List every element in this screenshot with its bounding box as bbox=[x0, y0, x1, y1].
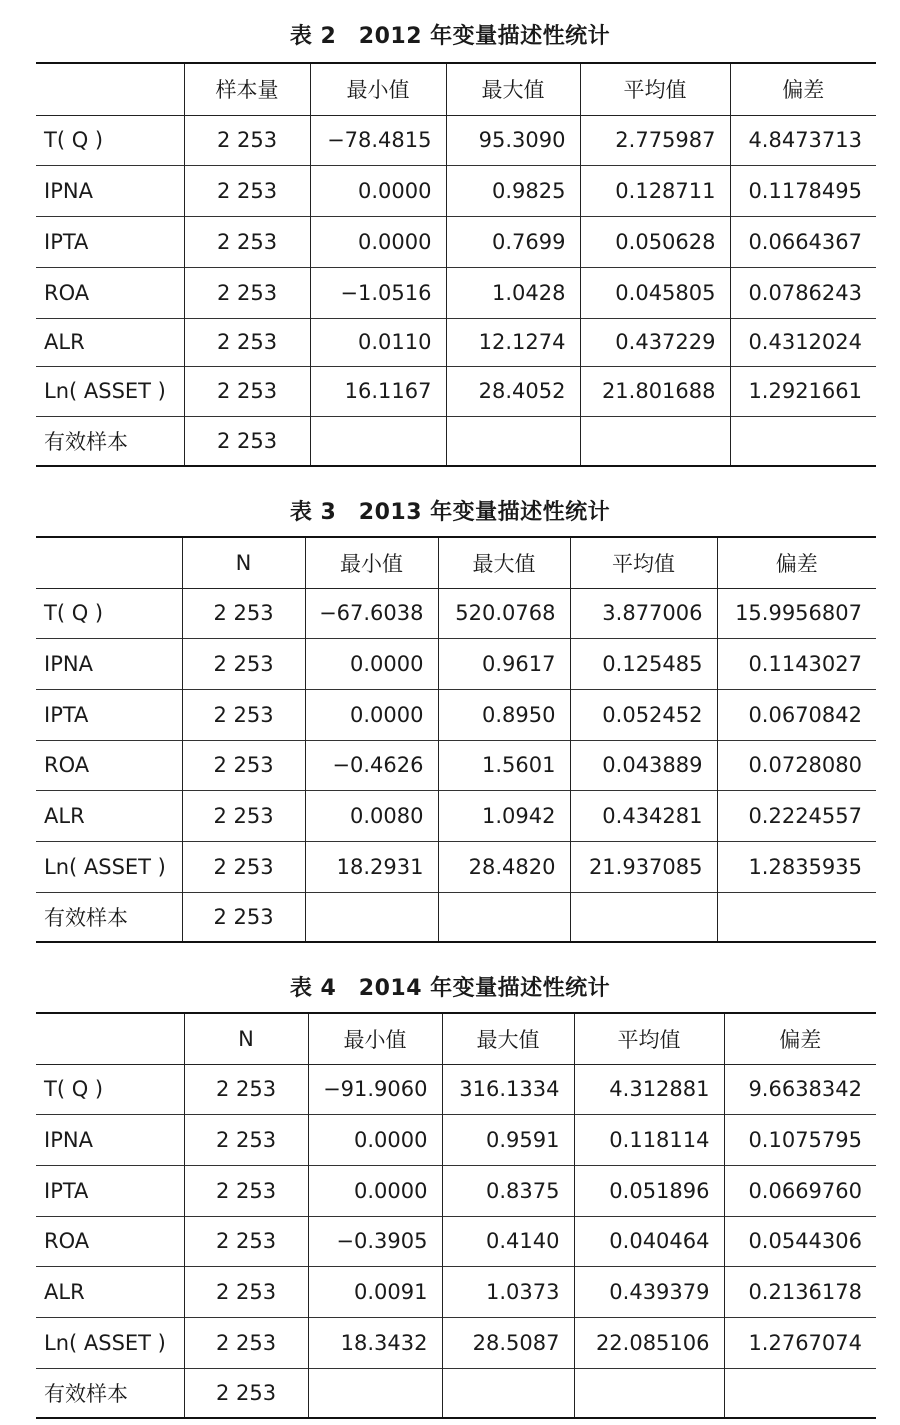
table-cell: 9.6638342 bbox=[724, 1064, 876, 1114]
table-cell: 2 253 bbox=[182, 841, 305, 892]
table-cell: 2 253 bbox=[184, 115, 310, 165]
table-cell: 28.4052 bbox=[446, 366, 580, 416]
table-row bbox=[36, 790, 876, 841]
table-row bbox=[36, 689, 876, 740]
row-label: Ln( ASSET ) bbox=[36, 841, 182, 892]
table-row bbox=[36, 1114, 876, 1165]
header-cell: 最大值 bbox=[438, 537, 570, 588]
table-cell: 0.0000 bbox=[308, 1165, 442, 1216]
stats-table-2014 bbox=[36, 1012, 876, 1419]
header-cell bbox=[36, 1013, 184, 1064]
row-label: IPTA bbox=[36, 689, 182, 740]
table-cell: 0.0000 bbox=[308, 1114, 442, 1165]
table-cell: 0.0080 bbox=[305, 790, 438, 841]
table-cell: 0.0000 bbox=[305, 638, 438, 689]
table-cell: −1.0516 bbox=[310, 267, 446, 318]
table-cell: 2 253 bbox=[184, 1216, 308, 1266]
table-cell: 28.4820 bbox=[438, 841, 570, 892]
table-cell: 0.0000 bbox=[310, 165, 446, 216]
table-row bbox=[36, 216, 876, 267]
table-cell: 2 253 bbox=[182, 588, 305, 638]
table-cell: 16.1167 bbox=[310, 366, 446, 416]
header-cell: N bbox=[184, 1013, 308, 1064]
table-caption: 表 4 2014 年变量描述性统计 bbox=[289, 976, 611, 1001]
header-cell: 偏差 bbox=[717, 537, 876, 588]
table-row bbox=[36, 841, 876, 892]
table-block-2012 bbox=[0, 20, 900, 454]
header-cell: 最小值 bbox=[308, 1013, 442, 1064]
table-cell: 2 253 bbox=[184, 1368, 308, 1418]
table-row bbox=[36, 1216, 876, 1266]
table-cell: 0.0091 bbox=[308, 1266, 442, 1317]
table-row bbox=[36, 115, 876, 165]
table-cell: 0.1178495 bbox=[730, 165, 876, 216]
header-cell: 样本量 bbox=[184, 63, 310, 115]
table-cell bbox=[580, 416, 730, 466]
table-cell: 0.0110 bbox=[310, 318, 446, 366]
table-cell: 0.9617 bbox=[438, 638, 570, 689]
table-cell: 0.0669760 bbox=[724, 1165, 876, 1216]
header-cell: 偏差 bbox=[724, 1013, 876, 1064]
header-cell: 最小值 bbox=[305, 537, 438, 588]
table-cell: 0.118114 bbox=[574, 1114, 724, 1165]
table-cell: 0.0728080 bbox=[717, 740, 876, 790]
table-cell: 21.937085 bbox=[570, 841, 717, 892]
table-row bbox=[36, 1266, 876, 1317]
table-cell: 18.3432 bbox=[308, 1317, 442, 1368]
row-label: IPNA bbox=[36, 1114, 184, 1165]
table-cell: 0.2224557 bbox=[717, 790, 876, 841]
table-cell: 28.5087 bbox=[442, 1317, 574, 1368]
table-row bbox=[36, 416, 876, 466]
table-cell: 0.0000 bbox=[310, 216, 446, 267]
table-cell bbox=[310, 416, 446, 466]
row-label: ALR bbox=[36, 790, 182, 841]
table-cell: 2 253 bbox=[182, 892, 305, 942]
table-row bbox=[36, 1368, 876, 1418]
table-cell bbox=[446, 416, 580, 466]
row-label: IPTA bbox=[36, 1165, 184, 1216]
row-label: 有效样本 bbox=[36, 892, 182, 942]
table-cell: 0.4312024 bbox=[730, 318, 876, 366]
row-label: 有效样本 bbox=[36, 416, 184, 466]
table-cell: 0.437229 bbox=[580, 318, 730, 366]
row-label: Ln( ASSET ) bbox=[36, 1317, 184, 1368]
table-row bbox=[36, 165, 876, 216]
table-cell: 3.877006 bbox=[570, 588, 717, 638]
table-cell: 0.7699 bbox=[446, 216, 580, 267]
row-label: T( Q ) bbox=[36, 588, 182, 638]
table-cell: 1.0373 bbox=[442, 1266, 574, 1317]
table-row bbox=[36, 1064, 876, 1114]
table-cell: 2 253 bbox=[184, 416, 310, 466]
row-label: 有效样本 bbox=[36, 1368, 184, 1418]
table-cell: 1.5601 bbox=[438, 740, 570, 790]
table-cell: 15.9956807 bbox=[717, 588, 876, 638]
row-label: ALR bbox=[36, 1266, 184, 1317]
header-cell: 最大值 bbox=[446, 63, 580, 115]
table-cell: 0.1075795 bbox=[724, 1114, 876, 1165]
table-cell: 4.8473713 bbox=[730, 115, 876, 165]
row-label: T( Q ) bbox=[36, 115, 184, 165]
table-row bbox=[36, 1317, 876, 1368]
header-cell: 平均值 bbox=[574, 1013, 724, 1064]
table-cell bbox=[724, 1368, 876, 1418]
row-label: IPNA bbox=[36, 165, 184, 216]
table-cell: 2 253 bbox=[184, 1266, 308, 1317]
table-cell: 0.040464 bbox=[574, 1216, 724, 1266]
table-cell: 0.8950 bbox=[438, 689, 570, 740]
header-cell: 最小值 bbox=[310, 63, 446, 115]
table-row bbox=[36, 1165, 876, 1216]
table-cell: 0.1143027 bbox=[717, 638, 876, 689]
table-cell bbox=[438, 892, 570, 942]
table-cell: 2 253 bbox=[182, 689, 305, 740]
table-cell: 316.1334 bbox=[442, 1064, 574, 1114]
table-cell: 2 253 bbox=[184, 1317, 308, 1368]
table-cell bbox=[730, 416, 876, 466]
table-cell: 0.128711 bbox=[580, 165, 730, 216]
table-row bbox=[36, 318, 876, 366]
table-cell: 0.045805 bbox=[580, 267, 730, 318]
table-cell: 0.0786243 bbox=[730, 267, 876, 318]
table-cell: 2 253 bbox=[184, 1064, 308, 1114]
row-label: ALR bbox=[36, 318, 184, 366]
row-label: ROA bbox=[36, 1216, 184, 1266]
table-cell: 2 253 bbox=[184, 216, 310, 267]
table-cell: 0.9825 bbox=[446, 165, 580, 216]
row-label: IPTA bbox=[36, 216, 184, 267]
header-row bbox=[36, 63, 876, 115]
stats-table-2012 bbox=[36, 62, 876, 467]
row-label: ROA bbox=[36, 267, 184, 318]
table-row bbox=[36, 588, 876, 638]
table-cell: 0.9591 bbox=[442, 1114, 574, 1165]
table-cell bbox=[570, 892, 717, 942]
table-caption: 表 3 2013 年变量描述性统计 bbox=[289, 500, 611, 525]
header-cell bbox=[36, 63, 184, 115]
table-cell: −91.9060 bbox=[308, 1064, 442, 1114]
table-cell: 4.312881 bbox=[574, 1064, 724, 1114]
table-cell: 2.775987 bbox=[580, 115, 730, 165]
table-row bbox=[36, 366, 876, 416]
table-cell: −78.4815 bbox=[310, 115, 446, 165]
row-label: ROA bbox=[36, 740, 182, 790]
header-cell: 最大值 bbox=[442, 1013, 574, 1064]
table-cell: 0.050628 bbox=[580, 216, 730, 267]
table-cell: 0.0664367 bbox=[730, 216, 876, 267]
table-cell: 2 253 bbox=[184, 1165, 308, 1216]
table-cell bbox=[308, 1368, 442, 1418]
table-cell bbox=[305, 892, 438, 942]
table-block-2014 bbox=[0, 972, 900, 1406]
table-cell: 18.2931 bbox=[305, 841, 438, 892]
table-cell: 0.0670842 bbox=[717, 689, 876, 740]
table-cell: 0.8375 bbox=[442, 1165, 574, 1216]
table-cell: 12.1274 bbox=[446, 318, 580, 366]
table-cell: 520.0768 bbox=[438, 588, 570, 638]
row-label: T( Q ) bbox=[36, 1064, 184, 1114]
table-cell: 0.4140 bbox=[442, 1216, 574, 1266]
table-cell: 2 253 bbox=[184, 1114, 308, 1165]
header-row bbox=[36, 1013, 876, 1064]
table-cell: 1.0942 bbox=[438, 790, 570, 841]
table-cell: 2 253 bbox=[184, 366, 310, 416]
table-cell: 95.3090 bbox=[446, 115, 580, 165]
table-cell: 0.434281 bbox=[570, 790, 717, 841]
row-label: Ln( ASSET ) bbox=[36, 366, 184, 416]
table-row bbox=[36, 740, 876, 790]
header-cell: 平均值 bbox=[570, 537, 717, 588]
table-cell: −67.6038 bbox=[305, 588, 438, 638]
table-cell: 1.2835935 bbox=[717, 841, 876, 892]
table-cell: 1.2921661 bbox=[730, 366, 876, 416]
table-cell: 0.2136178 bbox=[724, 1266, 876, 1317]
table-cell: 1.2767074 bbox=[724, 1317, 876, 1368]
table-block-2013 bbox=[0, 496, 900, 930]
table-cell: 1.0428 bbox=[446, 267, 580, 318]
table-cell: 22.085106 bbox=[574, 1317, 724, 1368]
table-cell: 0.0000 bbox=[305, 689, 438, 740]
header-row bbox=[36, 537, 876, 588]
table-cell: 0.125485 bbox=[570, 638, 717, 689]
table-cell: 2 253 bbox=[182, 638, 305, 689]
table-cell bbox=[442, 1368, 574, 1418]
table-cell: 0.0544306 bbox=[724, 1216, 876, 1266]
table-cell: −0.3905 bbox=[308, 1216, 442, 1266]
table-cell: 2 253 bbox=[184, 165, 310, 216]
table-cell: 2 253 bbox=[182, 740, 305, 790]
table-cell: 2 253 bbox=[184, 318, 310, 366]
table-cell: 21.801688 bbox=[580, 366, 730, 416]
stats-table-2013 bbox=[36, 536, 876, 943]
table-cell: 0.051896 bbox=[574, 1165, 724, 1216]
table-row bbox=[36, 892, 876, 942]
table-cell: 2 253 bbox=[184, 267, 310, 318]
table-cell: −0.4626 bbox=[305, 740, 438, 790]
table-cell: 0.052452 bbox=[570, 689, 717, 740]
header-cell bbox=[36, 537, 182, 588]
table-row bbox=[36, 638, 876, 689]
header-cell: N bbox=[182, 537, 305, 588]
table-cell bbox=[574, 1368, 724, 1418]
header-cell: 平均值 bbox=[580, 63, 730, 115]
table-caption: 表 2 2012 年变量描述性统计 bbox=[289, 24, 611, 49]
table-row bbox=[36, 267, 876, 318]
table-cell: 0.439379 bbox=[574, 1266, 724, 1317]
header-cell: 偏差 bbox=[730, 63, 876, 115]
row-label: IPNA bbox=[36, 638, 182, 689]
table-cell bbox=[717, 892, 876, 942]
table-cell: 2 253 bbox=[182, 790, 305, 841]
table-cell: 0.043889 bbox=[570, 740, 717, 790]
